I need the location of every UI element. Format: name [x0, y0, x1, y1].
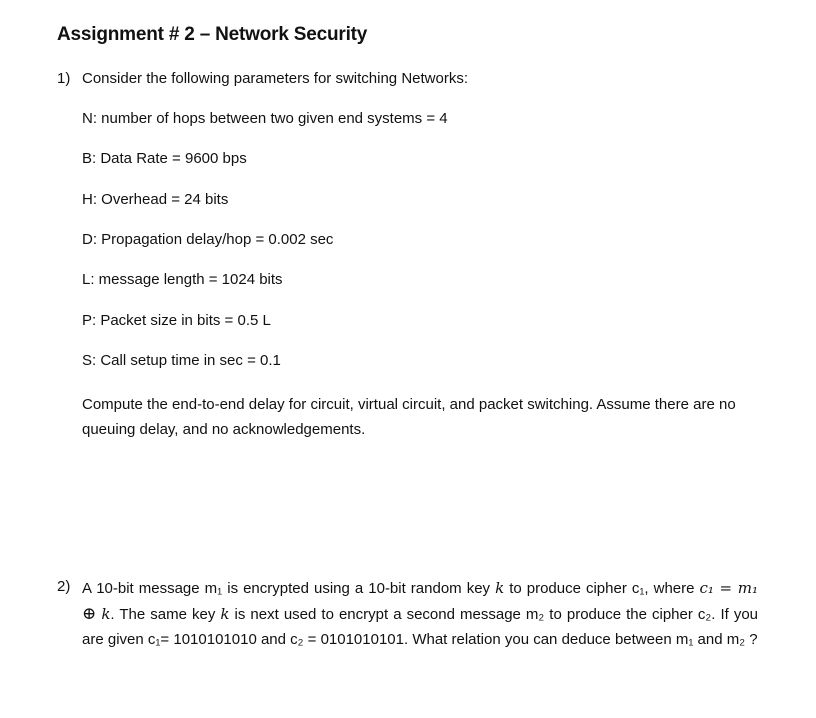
- param-overhead: H: Overhead = 24 bits: [82, 191, 229, 208]
- key-symbol: k: [495, 579, 505, 597]
- question-1-number: 1): [57, 70, 71, 87]
- question-2-number: 2): [57, 578, 71, 595]
- question-2-text: [82, 576, 758, 653]
- param-call-setup: S: Call setup time in sec = 0.1: [82, 352, 281, 369]
- param-data-rate: B: Data Rate = 9600 bps: [82, 150, 247, 167]
- q2-part-1: A 10-bit message m₁ is encrypted using a 10-bit random key: [82, 580, 491, 597]
- assignment-title: Assignment # 2 – Network Security: [57, 24, 368, 45]
- q2-part-2: to produce cipher c₁, where: [509, 580, 695, 597]
- q2-part-4: is next used to encrypt a second message m₂ to produce the cipher c₂. If you are given c₁= 1010101010 and c₂ = 0101010101. What relation you can deduce between m₁ and m₂ ?: [82, 605, 759, 648]
- param-propagation-delay: D: Propagation delay/hop = 0.002 sec: [82, 231, 334, 248]
- equation-rhs: k: [101, 604, 111, 623]
- equation-lhs: c₁ = m₁: [699, 579, 758, 597]
- question-1-intro: Consider the following parameters for switching Networks:: [82, 70, 468, 87]
- param-message-length: L: message length = 1024 bits: [82, 271, 283, 288]
- param-packet-size: P: Packet size in bits = 0.5 L: [82, 312, 271, 329]
- xor-symbol: ⊕: [82, 603, 97, 624]
- param-hops: N: number of hops between two given end systems = 4: [82, 110, 448, 127]
- question-1-task: Compute the end-to-end delay for circuit, virtual circuit, and packet switching. Assume there are no queuing delay, and no acknowledgements.: [82, 396, 736, 438]
- key-symbol-2: k: [220, 604, 230, 623]
- q2-part-3: . The same key: [110, 605, 216, 623]
